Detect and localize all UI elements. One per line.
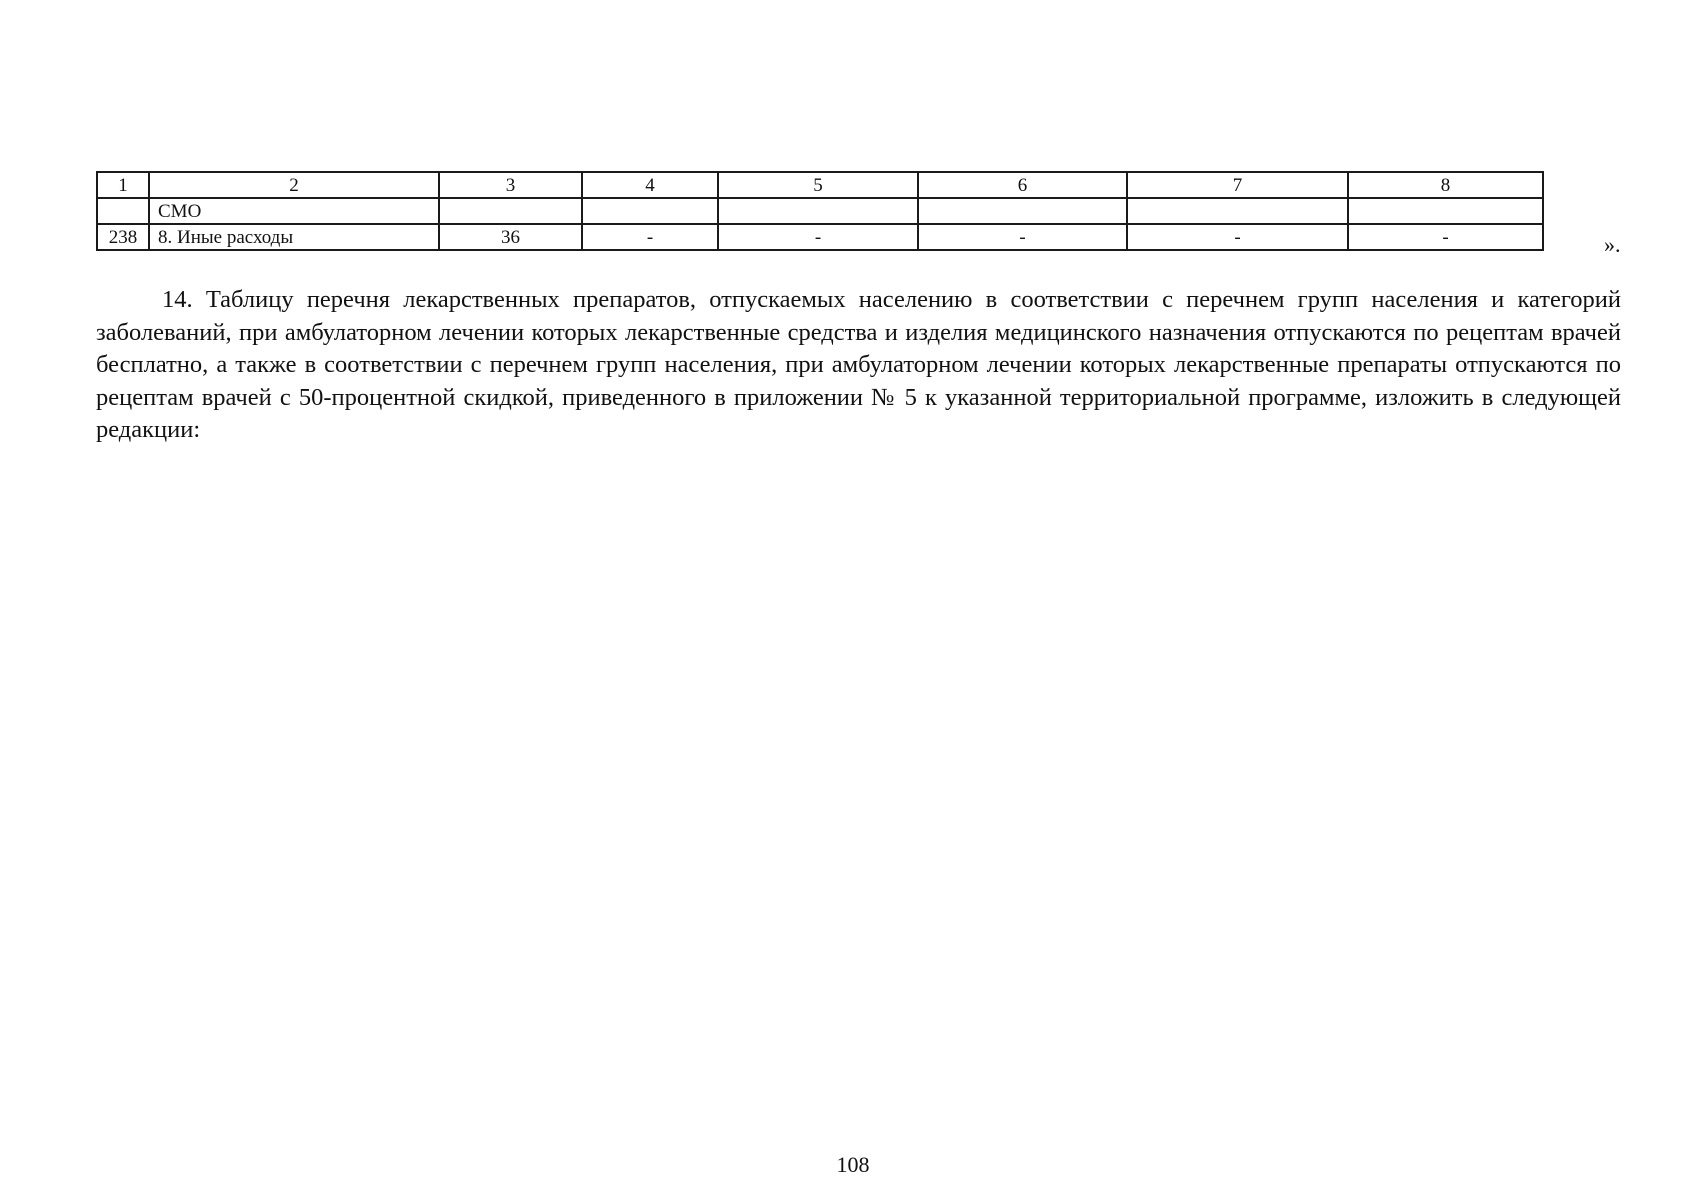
table-row <box>97 224 1543 250</box>
table-cell <box>582 198 718 224</box>
header-cell: 1 <box>97 172 149 198</box>
table-cell <box>918 198 1127 224</box>
header-cell: 8 <box>1348 172 1543 198</box>
table-cell: - <box>718 224 918 250</box>
table-cell: - <box>918 224 1127 250</box>
table-cell <box>439 198 582 224</box>
table-cell: 8. Иные расходы <box>149 224 439 250</box>
header-cell: 6 <box>918 172 1127 198</box>
header-cell: 4 <box>582 172 718 198</box>
table-cell: - <box>1127 224 1348 250</box>
table-cell: СМО <box>149 198 439 224</box>
table-cell: - <box>1348 224 1543 250</box>
table-cell <box>97 198 149 224</box>
header-cell: 2 <box>149 172 439 198</box>
expenses-table <box>96 171 1544 251</box>
amendment-paragraph: 14. Таблицу перечня лекарственных препаратов, отпускаемых населению в соответствии с перечнем групп населения и категорий заболеваний, при амбулаторном лечении которых лекарственные средства и изделия медицинского назначения отпускаются по рецептам врачей бесплатно, а также в соответствии с перечнем групп населения, при амбулаторном лечении которых лекарственные препараты отпускаются по рецептам врачей с 50-процентной скидкой, приведенного в приложении № 5 к указанной территориальной программе, изложить в следующей редакции: <box>96 286 1621 443</box>
table-cell: 238 <box>97 224 149 250</box>
closing-quote-mark: ». <box>1604 232 1621 257</box>
table-cell <box>1127 198 1348 224</box>
header-cell: 3 <box>439 172 582 198</box>
table-cell: - <box>582 224 718 250</box>
table-cell: 36 <box>439 224 582 250</box>
table-container <box>96 171 1544 251</box>
table-row <box>97 198 1543 224</box>
table-body <box>97 172 1543 250</box>
header-cell: 7 <box>1127 172 1348 198</box>
header-cell: 5 <box>718 172 918 198</box>
page-number: 108 <box>836 1152 870 1177</box>
table-cell <box>718 198 918 224</box>
table-header-row <box>97 172 1543 198</box>
table-cell <box>1348 198 1543 224</box>
